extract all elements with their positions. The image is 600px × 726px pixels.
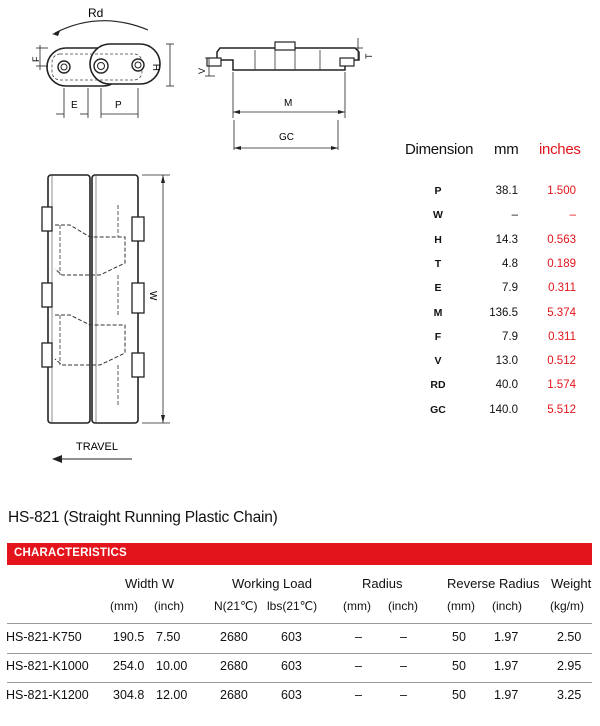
load-lbs-cell: 603	[281, 688, 302, 702]
h-label: H	[152, 63, 163, 71]
rev-mm-cell: 50	[452, 630, 466, 644]
width-header: Width W	[125, 576, 175, 591]
radius-inch-cell: –	[400, 630, 407, 644]
dimension-row	[400, 209, 590, 231]
dimension-key: F	[434, 330, 442, 343]
width-inch-cell: 10.00	[156, 659, 188, 673]
e-label: E	[71, 100, 78, 111]
weight-cell: 3.25	[557, 688, 582, 702]
front-view-drawing	[195, 0, 375, 160]
radius-inch-cell: –	[400, 659, 407, 673]
dimension-row	[400, 234, 590, 256]
dimension-mm-value: 38.1	[495, 185, 518, 197]
width-mm-cell: 304.8	[113, 688, 145, 702]
radius-mm-cell: –	[355, 630, 362, 644]
dimension-key: W	[433, 209, 443, 222]
f-label: F	[31, 56, 41, 62]
table-row	[0, 625, 600, 653]
width-inch-subheader: (inch)	[154, 599, 185, 613]
side-view-drawing	[0, 0, 200, 125]
dimension-key: T	[434, 257, 442, 270]
weight-cell: 2.50	[557, 630, 582, 644]
width-mm-cell: 254.0	[113, 659, 145, 673]
model-cell: HS-821-K1000	[6, 659, 89, 673]
width-inch-cell: 7.50	[156, 630, 181, 644]
dimension-inch-value: 0.512	[547, 355, 576, 368]
top-view-drawing	[0, 165, 185, 465]
dimension-row	[400, 185, 590, 207]
dimension-key: P	[434, 185, 442, 197]
dimension-inch-value: –	[569, 209, 576, 222]
load-n-cell: 2680	[220, 688, 248, 702]
dimension-mm-value: 136.5	[489, 306, 518, 319]
dimension-key: H	[434, 233, 442, 246]
dimension-inch-value: 0.311	[548, 282, 576, 295]
dimension-row	[400, 282, 590, 304]
travel-label: TRAVEL	[76, 441, 118, 453]
dimension-mm-value: 14.3	[495, 233, 518, 246]
inches-header: inches	[539, 141, 581, 158]
dimension-inch-value: 0.563	[547, 233, 576, 246]
rev-inch-cell: 1.97	[494, 688, 519, 702]
width-inch-cell: 12.00	[156, 688, 188, 702]
dimension-row	[400, 379, 590, 401]
load-lbs-cell: 603	[281, 630, 302, 644]
dimension-mm-value: 13.0	[495, 355, 518, 368]
dimension-inch-value: 5.512	[547, 403, 576, 416]
rev-mm-subheader: (mm)	[447, 599, 475, 613]
dimension-inch-value: 1.574	[547, 379, 576, 392]
dimension-mm-value: –	[511, 209, 518, 222]
dimension-key: V	[434, 355, 442, 368]
dimension-key: M	[433, 306, 443, 319]
rd-label: Rd	[88, 6, 104, 20]
load-lbs-cell: 603	[281, 659, 302, 673]
weight-header: Weight	[551, 576, 592, 591]
model-cell: HS-821-K750	[6, 630, 82, 644]
dimension-row	[400, 258, 590, 280]
rev-inch-cell: 1.97	[494, 630, 519, 644]
load-n-cell: 2680	[220, 659, 248, 673]
dimension-row	[400, 307, 590, 329]
dimension-mm-value: 140.0	[489, 403, 518, 416]
weight-unit-subheader: (kg/m)	[550, 599, 584, 613]
v-label: V	[197, 67, 207, 74]
rev-inch-subheader: (inch)	[492, 599, 523, 613]
weight-cell: 2.95	[557, 659, 582, 673]
dimension-inch-value: 1.500	[547, 185, 576, 197]
working-load-header: Working Load	[232, 576, 312, 591]
radius-mm-subheader: (mm)	[343, 599, 371, 613]
table-row	[0, 654, 600, 682]
mm-header: mm	[494, 141, 519, 158]
dimension-mm-value: 4.8	[502, 257, 518, 270]
rev-inch-cell: 1.97	[494, 659, 519, 673]
travel-arrow-icon	[52, 455, 62, 463]
radius-inch-subheader: (inch)	[388, 599, 419, 613]
model-cell: HS-821-K1200	[6, 688, 89, 702]
gc-label: GC	[279, 132, 294, 143]
rd-arc	[55, 21, 148, 33]
dimension-mm-value: 7.9	[502, 330, 518, 343]
load-n-cell: 2680	[220, 630, 248, 644]
dimension-key: RD	[430, 379, 446, 392]
dimension-row	[400, 331, 590, 353]
radius-mm-cell: –	[355, 688, 362, 702]
characteristics-bar	[7, 543, 592, 565]
dimension-header: Dimension	[405, 141, 474, 158]
m-label: M	[284, 98, 293, 109]
load-lbs-subheader: lbs(21℃)	[267, 599, 318, 613]
rev-mm-cell: 50	[452, 688, 466, 702]
product-title: HS-821 (Straight Running Plastic Chain)	[8, 509, 278, 526]
t-label: T	[364, 53, 374, 59]
load-n-subheader: N(21℃)	[214, 599, 258, 613]
table-row	[0, 683, 600, 711]
p-label: P	[115, 100, 122, 111]
rev-mm-cell: 50	[452, 659, 466, 673]
width-mm-cell: 190.5	[113, 630, 145, 644]
reverse-radius-header: Reverse Radius	[447, 576, 540, 591]
dimension-row	[400, 404, 590, 426]
radius-mm-cell: –	[355, 659, 362, 673]
dimension-key: E	[434, 282, 442, 295]
w-label: W	[147, 291, 158, 301]
dimension-mm-value: 7.9	[502, 282, 518, 295]
dimension-key: GC	[430, 403, 446, 416]
dimension-inch-value: 0.189	[547, 257, 576, 270]
characteristics-label: CHARACTERISTICS	[14, 547, 127, 559]
dimension-row	[400, 355, 590, 377]
radius-inch-cell: –	[400, 688, 407, 702]
dimension-mm-value: 40.0	[495, 379, 518, 392]
dimension-inch-value: 5.374	[547, 306, 576, 319]
width-mm-subheader: (mm)	[110, 599, 138, 613]
dimension-inch-value: 0.311	[548, 330, 576, 343]
radius-header: Radius	[362, 576, 403, 591]
